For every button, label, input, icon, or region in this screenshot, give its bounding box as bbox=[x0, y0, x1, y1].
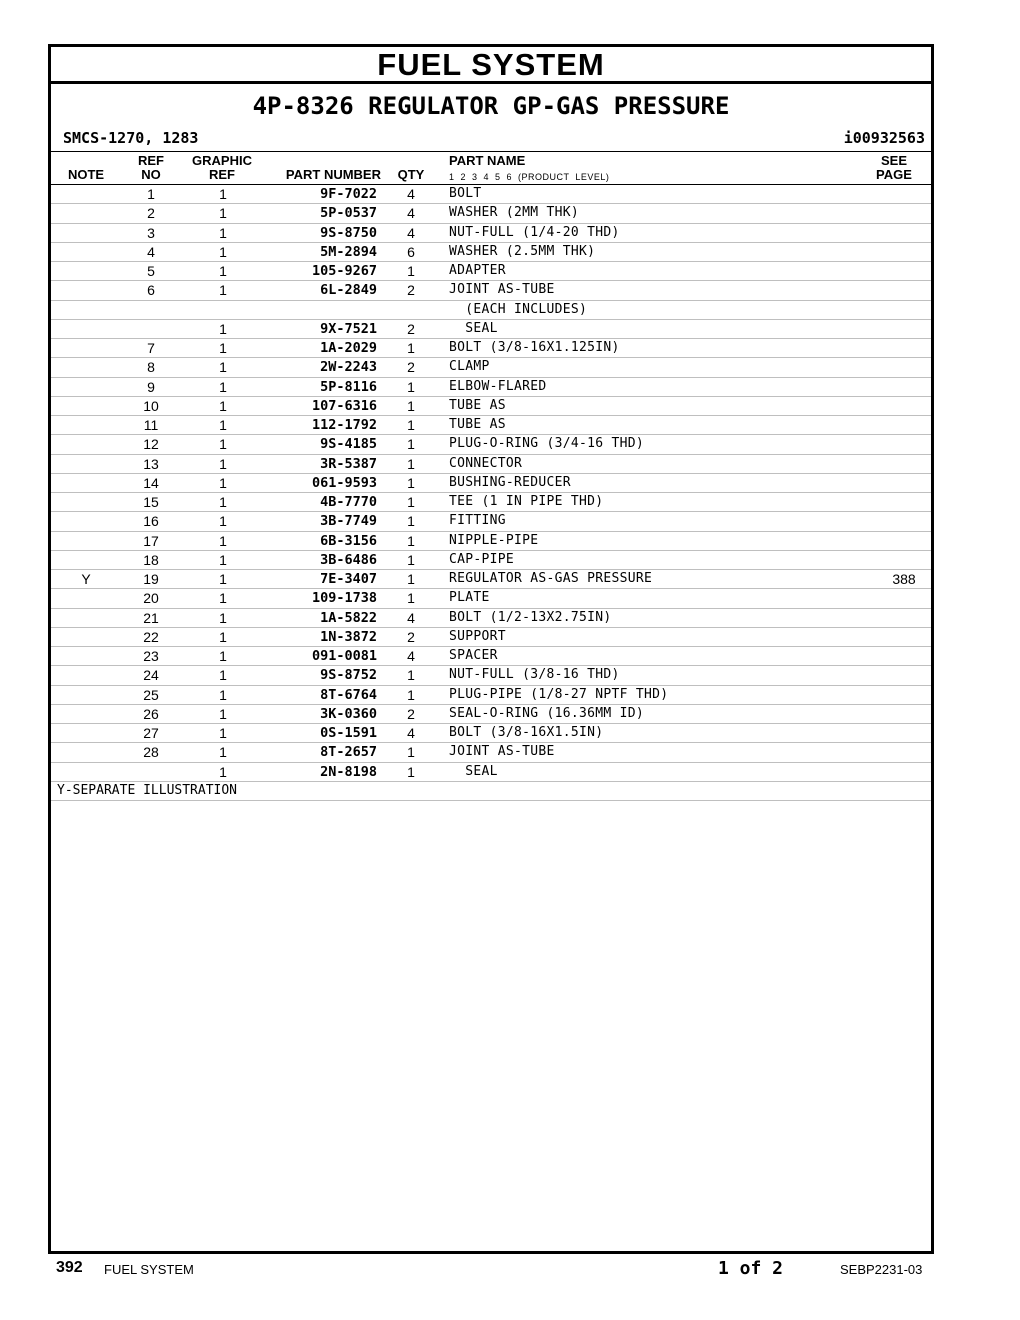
table-row bbox=[51, 551, 931, 570]
row-part-name: CLAMP bbox=[449, 359, 490, 375]
row-graphic-ref: 1 bbox=[219, 205, 227, 222]
row-part-name: TUBE AS bbox=[449, 397, 506, 413]
footer-section: FUEL SYSTEM bbox=[104, 1262, 194, 1277]
illustration-id: i00932563 bbox=[843, 129, 925, 147]
row-ref-no: 19 bbox=[143, 571, 159, 587]
row-part-name: BOLT (3/8-16X1.5IN) bbox=[449, 725, 604, 740]
row-ref-no: 3 bbox=[147, 224, 155, 241]
row-ref-no: 25 bbox=[143, 686, 159, 703]
row-part-name: PLUG-PIPE (1/8-27 NPTF THD) bbox=[449, 686, 669, 702]
row-part-number: 5P-0537 bbox=[320, 205, 377, 222]
row-qty: 6 bbox=[407, 243, 415, 260]
row-qty: 1 bbox=[407, 590, 415, 607]
table-row bbox=[51, 609, 931, 628]
row-ref-no: 28 bbox=[143, 744, 159, 761]
table-row bbox=[51, 320, 931, 339]
row-part-name: SEAL bbox=[449, 320, 498, 336]
row-qty: 1 bbox=[407, 513, 415, 530]
row-graphic-ref: 1 bbox=[219, 359, 227, 376]
row-qty: 4 bbox=[407, 725, 415, 741]
table-row bbox=[51, 532, 931, 551]
row-part-name: ELBOW-FLARED bbox=[449, 378, 547, 394]
row-ref-no: 14 bbox=[143, 474, 159, 491]
row-qty: 1 bbox=[407, 744, 415, 761]
row-qty: 1 bbox=[407, 455, 415, 472]
table-row bbox=[51, 435, 931, 454]
row-part-name: PLATE bbox=[449, 590, 490, 606]
header-graphic-ref bbox=[187, 154, 257, 182]
row-part-name: SEAL bbox=[449, 763, 498, 779]
row-part-name: TEE (1 IN PIPE THD) bbox=[449, 494, 604, 509]
row-part-number: 9S-8752 bbox=[320, 667, 377, 684]
row-ref-no: 15 bbox=[143, 494, 159, 510]
row-part-number: 9S-8750 bbox=[320, 224, 377, 241]
table-row bbox=[51, 378, 931, 397]
row-part-name: JOINT AS-TUBE bbox=[449, 282, 555, 298]
row-graphic-ref: 1 bbox=[219, 686, 227, 703]
row-part-name: CONNECTOR bbox=[449, 455, 523, 471]
header-part-name: PART NAME bbox=[449, 153, 526, 168]
row-qty: 2 bbox=[407, 320, 415, 337]
row-ref-no: 11 bbox=[143, 417, 159, 433]
row-part-number: 091-0081 bbox=[311, 648, 377, 664]
row-ref-no: 18 bbox=[143, 551, 159, 568]
row-qty: 2 bbox=[407, 705, 415, 722]
table-row bbox=[51, 243, 931, 262]
row-qty: 1 bbox=[407, 397, 415, 414]
row-graphic-ref: 1 bbox=[219, 628, 227, 645]
header-see-page-line1: SEE bbox=[880, 153, 907, 168]
row-graphic-ref: 1 bbox=[219, 243, 227, 260]
row-qty: 4 bbox=[407, 648, 415, 664]
row-graphic-ref: 1 bbox=[219, 744, 227, 761]
row-ref-no: 22 bbox=[143, 628, 159, 645]
row-qty: 1 bbox=[407, 763, 415, 780]
table-header bbox=[51, 151, 931, 185]
row-part-number: 061-9593 bbox=[311, 474, 377, 491]
table-row bbox=[51, 628, 931, 647]
row-ref-no: 24 bbox=[143, 667, 159, 684]
row-part-name: FITTING bbox=[449, 513, 506, 529]
row-see-page: 388 bbox=[892, 571, 916, 587]
table-row bbox=[51, 647, 931, 666]
row-graphic-ref: 1 bbox=[219, 705, 227, 722]
row-qty: 2 bbox=[407, 359, 415, 376]
row-part-name: NUT-FULL (3/8-16 THD) bbox=[449, 667, 620, 683]
row-ref-no: 8 bbox=[147, 359, 155, 376]
row-ref-no: 17 bbox=[143, 532, 159, 549]
row-qty: 1 bbox=[407, 686, 415, 703]
row-qty: 1 bbox=[407, 340, 415, 356]
row-graphic-ref: 1 bbox=[219, 648, 227, 664]
footnote: Y-SEPARATE ILLUSTRATION bbox=[51, 782, 931, 801]
table-row bbox=[51, 224, 931, 243]
row-graphic-ref: 1 bbox=[219, 378, 227, 395]
row-ref-no: 20 bbox=[143, 590, 159, 607]
row-qty: 4 bbox=[407, 609, 415, 626]
table-row bbox=[51, 301, 931, 320]
row-qty: 2 bbox=[407, 628, 415, 645]
table-row bbox=[51, 512, 931, 531]
row-part-name: BOLT bbox=[449, 186, 482, 201]
row-part-number: 0S-1591 bbox=[320, 725, 377, 741]
row-ref-no: 13 bbox=[143, 455, 159, 472]
row-ref-no: 27 bbox=[143, 725, 159, 741]
header-qty: QTY bbox=[397, 167, 425, 182]
row-part-name: TUBE AS bbox=[449, 417, 506, 432]
row-part-number: 105-9267 bbox=[311, 263, 377, 279]
table-row bbox=[51, 763, 931, 782]
row-qty: 1 bbox=[407, 532, 415, 549]
row-part-name: REGULATOR AS-GAS PRESSURE bbox=[449, 571, 653, 586]
row-graphic-ref: 1 bbox=[219, 667, 227, 684]
row-note: Y bbox=[81, 571, 91, 587]
row-graphic-ref: 1 bbox=[219, 417, 227, 433]
footer-doc-id: SEBP2231-03 bbox=[840, 1262, 923, 1277]
table-row bbox=[51, 416, 931, 435]
row-ref-no: 9 bbox=[147, 378, 155, 395]
row-qty: 1 bbox=[407, 551, 415, 568]
row-ref-no: 6 bbox=[147, 282, 155, 299]
row-part-number: 1A-5822 bbox=[320, 609, 377, 626]
row-ref-no: 12 bbox=[143, 436, 159, 453]
row-part-name: BOLT (3/8-16X1.125IN) bbox=[449, 340, 620, 355]
row-part-number: 3R-5387 bbox=[320, 455, 377, 472]
meta-line bbox=[51, 124, 931, 151]
row-part-name: PLUG-O-RING (3/4-16 THD) bbox=[449, 436, 645, 452]
row-qty: 1 bbox=[407, 263, 415, 279]
table-row bbox=[51, 666, 931, 685]
header-graphic-ref-line2: REF bbox=[209, 167, 235, 182]
row-part-name: NUT-FULL (1/4-20 THD) bbox=[449, 224, 620, 240]
row-graphic-ref: 1 bbox=[219, 263, 227, 279]
smcs-code: SMCS-1270, 1283 bbox=[63, 129, 199, 147]
row-graphic-ref: 1 bbox=[219, 186, 227, 202]
row-part-number: 3K-0360 bbox=[320, 705, 377, 722]
row-part-name: WASHER (2.5MM THK) bbox=[449, 243, 596, 259]
row-ref-no: 10 bbox=[143, 397, 159, 414]
row-ref-no: 26 bbox=[143, 705, 159, 722]
row-graphic-ref: 1 bbox=[219, 474, 227, 491]
table-row bbox=[51, 397, 931, 416]
header-note: NOTE bbox=[67, 167, 105, 182]
row-part-number: 7E-3407 bbox=[320, 571, 377, 587]
row-graphic-ref: 1 bbox=[219, 320, 227, 337]
table-row bbox=[51, 204, 931, 223]
table-row bbox=[51, 570, 931, 589]
row-graphic-ref: 1 bbox=[219, 571, 227, 587]
row-ref-no: 4 bbox=[147, 243, 155, 260]
footer-page-of: 1 of 2 bbox=[718, 1258, 784, 1279]
page-footer bbox=[0, 1258, 1020, 1288]
row-qty: 4 bbox=[407, 205, 415, 222]
row-part-number: 107-6316 bbox=[311, 397, 377, 414]
row-graphic-ref: 1 bbox=[219, 494, 227, 510]
row-part-number: 109-1738 bbox=[311, 590, 377, 607]
row-part-number: 112-1792 bbox=[311, 417, 377, 433]
row-part-name: JOINT AS-TUBE bbox=[449, 744, 555, 760]
header-see-page bbox=[869, 154, 919, 182]
row-qty: 1 bbox=[407, 417, 415, 433]
row-graphic-ref: 1 bbox=[219, 609, 227, 626]
row-part-number: 5M-2894 bbox=[320, 243, 377, 260]
footer-page-number: 392 bbox=[56, 1259, 83, 1276]
row-graphic-ref: 1 bbox=[219, 340, 227, 356]
row-graphic-ref: 1 bbox=[219, 532, 227, 549]
row-ref-no: 1 bbox=[147, 186, 155, 202]
row-qty: 1 bbox=[407, 571, 415, 587]
row-qty: 1 bbox=[407, 436, 415, 453]
row-part-name: NIPPLE-PIPE bbox=[449, 532, 539, 548]
row-graphic-ref: 1 bbox=[219, 455, 227, 472]
row-part-number: 1N-3872 bbox=[320, 628, 377, 645]
table-row bbox=[51, 743, 931, 762]
row-part-number: 6B-3156 bbox=[320, 532, 377, 549]
row-graphic-ref: 1 bbox=[219, 282, 227, 299]
header-ref-no-line1: REF bbox=[138, 153, 164, 168]
row-part-name: WASHER (2MM THK) bbox=[449, 205, 580, 221]
row-graphic-ref: 1 bbox=[219, 763, 227, 780]
header-product-level: 1 2 3 4 5 6 (PRODUCT LEVEL) bbox=[449, 172, 610, 182]
table-row bbox=[51, 474, 931, 493]
table-row bbox=[51, 185, 931, 204]
row-qty: 1 bbox=[407, 378, 415, 395]
row-part-name: (EACH INCLUDES) bbox=[449, 301, 588, 317]
row-ref-no: 7 bbox=[147, 340, 155, 356]
header-see-page-line2: PAGE bbox=[876, 167, 912, 182]
row-part-name: SPACER bbox=[449, 648, 498, 663]
table-row bbox=[51, 281, 931, 300]
row-part-number: 1A-2029 bbox=[320, 340, 377, 356]
header-part-number: PART NUMBER bbox=[285, 167, 381, 182]
section-title: FUEL SYSTEM bbox=[51, 47, 931, 84]
row-part-name: ADAPTER bbox=[449, 263, 506, 278]
row-part-name: BOLT (1/2-13X2.75IN) bbox=[449, 609, 612, 625]
row-part-number: 2N-8198 bbox=[320, 763, 377, 780]
row-ref-no: 16 bbox=[143, 513, 159, 530]
header-graphic-ref-line1: GRAPHIC bbox=[192, 153, 252, 168]
row-qty: 2 bbox=[407, 282, 415, 299]
row-part-number: 3B-7749 bbox=[320, 513, 377, 530]
row-graphic-ref: 1 bbox=[219, 725, 227, 741]
row-part-number: 9X-7521 bbox=[320, 320, 377, 337]
table-row bbox=[51, 493, 931, 512]
row-part-name: SUPPORT bbox=[449, 628, 506, 644]
row-part-number: 6L-2849 bbox=[320, 282, 377, 299]
row-qty: 1 bbox=[407, 667, 415, 684]
parts-page-frame bbox=[48, 44, 934, 1254]
table-row bbox=[51, 686, 931, 705]
header-ref-no-line2: NO bbox=[141, 167, 161, 182]
row-part-number: 9S-4185 bbox=[320, 436, 377, 453]
row-part-number: 3B-6486 bbox=[320, 551, 377, 568]
row-ref-no: 21 bbox=[143, 609, 159, 626]
table-row bbox=[51, 724, 931, 743]
row-qty: 1 bbox=[407, 474, 415, 491]
header-ref-no bbox=[131, 154, 171, 182]
row-part-number: 4B-7770 bbox=[320, 494, 377, 510]
row-qty: 4 bbox=[407, 186, 415, 202]
row-part-number: 5P-8116 bbox=[320, 378, 377, 395]
table-row bbox=[51, 358, 931, 377]
row-part-name: SEAL-O-RING (16.36MM ID) bbox=[449, 705, 645, 721]
row-part-number: 9F-7022 bbox=[320, 186, 377, 202]
table-row bbox=[51, 589, 931, 608]
row-qty: 4 bbox=[407, 224, 415, 241]
row-ref-no: 5 bbox=[147, 263, 155, 279]
row-graphic-ref: 1 bbox=[219, 590, 227, 607]
table-row bbox=[51, 262, 931, 281]
row-part-number: 8T-2657 bbox=[320, 744, 377, 761]
row-qty: 1 bbox=[407, 494, 415, 510]
row-part-name: CAP-PIPE bbox=[449, 551, 515, 567]
row-part-name: BUSHING-REDUCER bbox=[449, 474, 571, 490]
table-row bbox=[51, 339, 931, 358]
table-row bbox=[51, 705, 931, 724]
row-graphic-ref: 1 bbox=[219, 436, 227, 453]
row-part-number: 2W-2243 bbox=[320, 359, 377, 376]
parts-table-body bbox=[51, 185, 931, 782]
row-ref-no: 2 bbox=[147, 205, 155, 222]
row-graphic-ref: 1 bbox=[219, 551, 227, 568]
group-title: 4P-8326 REGULATOR GP-GAS PRESSURE bbox=[252, 92, 730, 120]
row-graphic-ref: 1 bbox=[219, 397, 227, 414]
row-graphic-ref: 1 bbox=[219, 224, 227, 241]
row-ref-no: 23 bbox=[143, 648, 159, 664]
table-row bbox=[51, 455, 931, 474]
row-part-number: 8T-6764 bbox=[320, 686, 377, 703]
row-graphic-ref: 1 bbox=[219, 513, 227, 530]
